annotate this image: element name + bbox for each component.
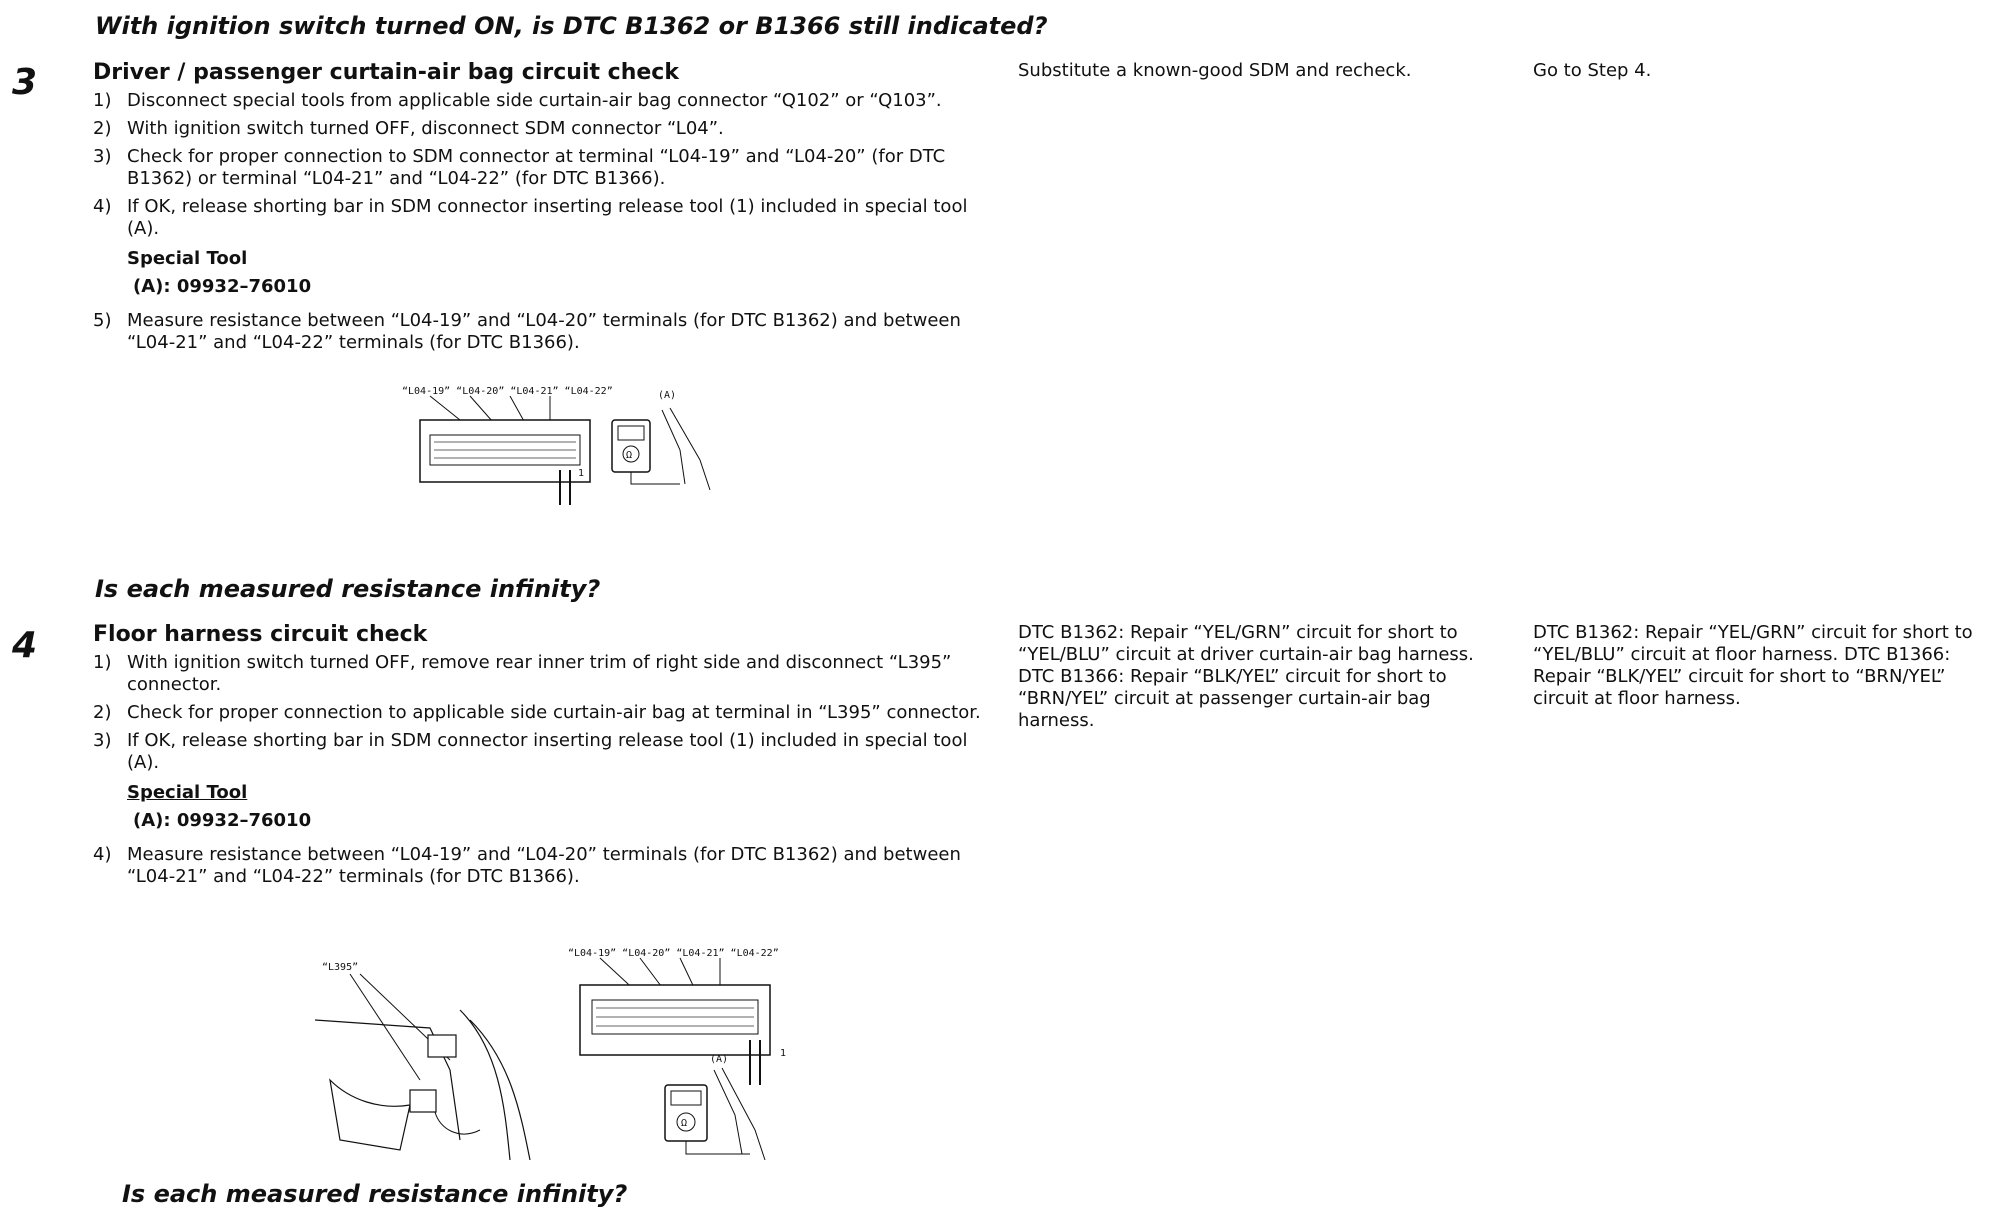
item-text: Check for proper connection to SDM connector at terminal “L04-19” and “L04-20” (for DTC B1362) or terminal “L04-21” and “L04-22” (for DTC B1366). (127, 146, 946, 189)
item-text: With ignition switch turned OFF, disconnect SDM connector “L04”. (127, 118, 724, 139)
item-text: If OK, release shorting bar in SDM connector inserting release tool (1) included in special tool (A). (127, 730, 968, 773)
step-3-item-4 (93, 196, 993, 240)
step-3-yes-result: Substitute a known-good SDM and recheck. (1018, 60, 1412, 81)
item-number: 1) (93, 652, 112, 673)
step-3-question: Is each measured resistance infinity? (95, 575, 601, 603)
step-4-number: 4 (12, 625, 38, 666)
step-3-title: Driver / passenger curtain-air bag circuit check (93, 60, 679, 85)
step-3-item-5 (93, 310, 993, 354)
figure-connector-label: “L395” (322, 962, 359, 973)
item-number: 4) (93, 844, 112, 865)
item-number: 5) (93, 310, 112, 331)
top-question: With ignition switch turned ON, is DTC B1362 or B1366 still indicated? (95, 12, 1048, 40)
step-4-item-4 (93, 844, 993, 888)
svg-text:Ω: Ω (626, 450, 633, 461)
step-4-procedure (93, 652, 993, 894)
item-number: 3) (93, 146, 112, 167)
step-4-list (93, 652, 993, 774)
step-3-procedure (93, 90, 993, 360)
item-text: Disconnect special tools from applicable side curtain-air bag connector “Q102” or “Q103”. (127, 90, 942, 111)
svg-text:Ω: Ω (681, 1118, 688, 1129)
step-3-no-result: Go to Step 4. (1533, 60, 1652, 81)
step-4-item-1 (93, 652, 993, 696)
item-text: Check for proper connection to applicable side curtain-air bag at terminal in “L395” connector. (127, 702, 981, 723)
step-4-question: Is each measured resistance infinity? (122, 1180, 628, 1208)
item-text: Measure resistance between “L04-19” and “L04-20” terminals (for DTC B1362) and between “L04-21” and “L04-22” terminals (for DTC B1366). (127, 844, 961, 887)
item-number: 3) (93, 730, 112, 751)
step-4-floor-harness-figure (310, 940, 820, 1170)
step-4-special-tool-heading: Special Tool (127, 782, 248, 803)
step-3-item-2 (93, 118, 993, 140)
figure-terminal-labels: “L04-19” “L04-20” “L04-21” “L04-22” (568, 948, 779, 959)
item-number: 2) (93, 702, 112, 723)
figure-release-tool-label: 1 (578, 468, 585, 479)
step-3-number: 3 (12, 62, 38, 103)
step-3-special-tool-value: (A): 09932–76010 (133, 276, 312, 297)
figure-terminal-labels: “L04-19” “L04-20” “L04-21” “L04-22” (402, 386, 613, 397)
item-number: 1) (93, 90, 112, 111)
item-number: 2) (93, 118, 112, 139)
item-number: 4) (93, 196, 112, 217)
step-4-yes-result: DTC B1362: Repair “YEL/GRN” circuit for short to “YEL/BLU” circuit at driver curtain-air bag harness. DTC B1366: Repair “BLK/YEL” circuit for short to “BRN/YEL” circuit at passenger curtain-air bag harness. (1018, 622, 1474, 731)
item-text: With ignition switch turned OFF, remove rear inner trim of right side and disconnect “L395” connector. (127, 652, 952, 695)
step-3-sdm-connector-figure (400, 380, 730, 505)
item-text: Measure resistance between “L04-19” and “L04-20” terminals (for DTC B1362) and between “L04-21” and “L04-22” terminals (for DTC B1366). (127, 310, 961, 353)
figure-tool-label: (A) (710, 1054, 729, 1065)
step-4-item-3 (93, 730, 993, 774)
step-3-item-1 (93, 90, 993, 112)
item-text: If OK, release shorting bar in SDM connector inserting release tool (1) included in special tool (A). (127, 196, 968, 239)
step-3-list (93, 90, 993, 240)
step-4-item-2 (93, 702, 993, 724)
step-3-item-3 (93, 146, 993, 190)
figure-release-tool-label: 1 (780, 1048, 787, 1059)
step-4-title: Floor harness circuit check (93, 622, 428, 647)
step-4-no-result: DTC B1362: Repair “YEL/GRN” circuit for short to “YEL/BLU” circuit at floor harness. DTC B1366: Repair “BLK/YEL” circuit for short to “BRN/YEL” circuit at floor harness. (1533, 622, 1973, 709)
step-3-special-tool-heading: Special Tool (127, 248, 248, 269)
step-4-special-tool-value: (A): 09932–76010 (133, 810, 312, 831)
figure-tool-label: (A) (658, 390, 677, 401)
